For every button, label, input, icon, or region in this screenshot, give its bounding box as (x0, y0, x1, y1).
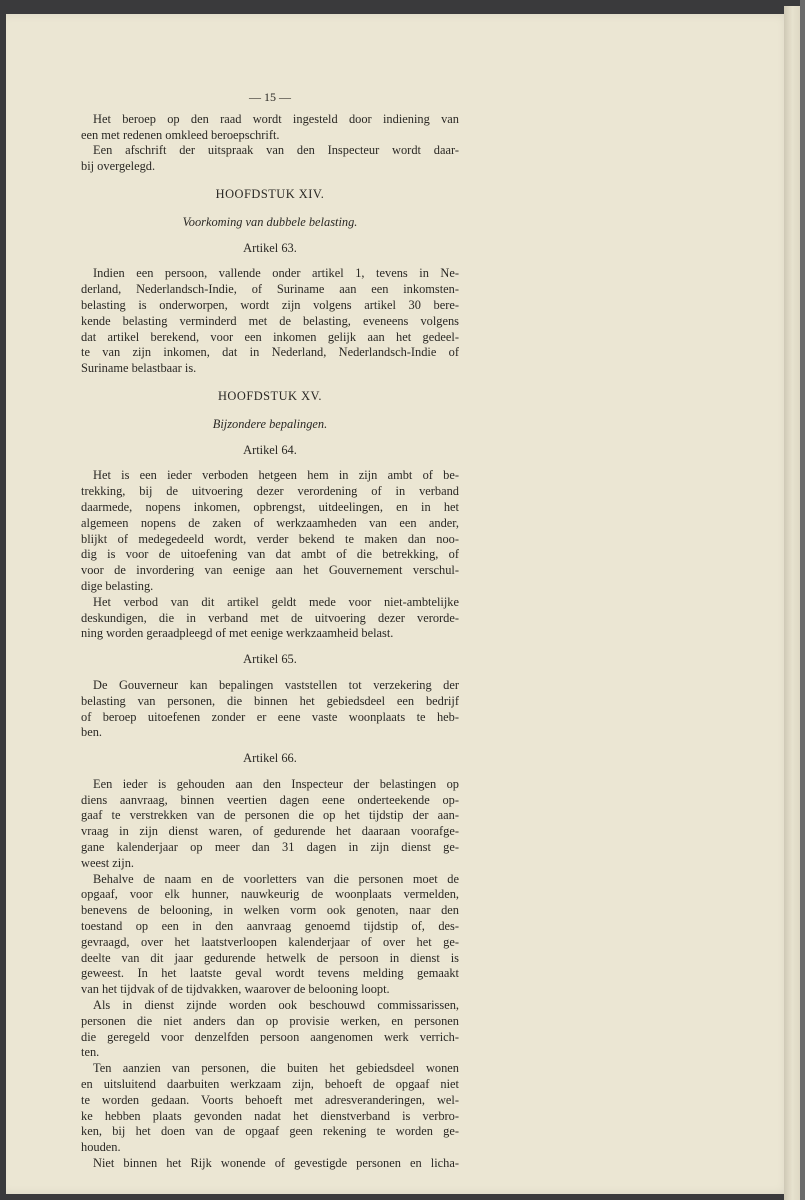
article-heading: Artikel 63. (243, 240, 297, 255)
paragraph (81, 1156, 459, 1172)
text-line: vraag in zijn dienst waren, of gedurende het daaraan voorafge- (81, 824, 459, 839)
chapter-subtitle: Bijzondere bepalingen. (212, 416, 328, 431)
text-line: Ten aanzien van personen, die buiten het gebiedsdeel wonen (93, 1061, 459, 1076)
text-line: belasting is onderworpen, wordt zijn volgens artikel 30 bere- (81, 297, 459, 312)
text-line: een met redenen omkleed beroepschrift. (81, 127, 280, 142)
paragraph (81, 468, 459, 594)
text-line: Indien een persoon, vallende onder artikel 1, tevens in Ne- (93, 266, 459, 281)
text-line: Het beroep op den raad wordt ingesteld door indiening van (93, 111, 459, 126)
text-line: ke hebben plaats gevonden nadat het dienstverband is verbro- (81, 1108, 459, 1123)
text-line: ken, bij het doen van de opgaaf geen rekening te worden ge- (81, 1124, 459, 1139)
text-line: algemeen nopens de zaken of werkzaamheden van een ander, (81, 515, 459, 530)
scan-border (800, 0, 805, 1200)
paragraph (81, 872, 459, 998)
paragraph (81, 678, 459, 741)
text-line: trekking, bij de uitvoering dezer verordening of in verband (81, 484, 459, 499)
text-line: ten. (81, 1045, 100, 1060)
page-text (81, 90, 459, 1172)
text-line: opgaaf, voor elk hunner, nauwkeurig de woonplaats vermelden, (81, 887, 459, 902)
text-line: deelte van dit jaar gedurende hetwelk de persoon in dienst is (81, 950, 459, 965)
text-line: Behalve de naam en de voorletters van die personen moet de (93, 871, 459, 886)
text-line: diens aanvraag, binnen veertien dagen eene onderteekende op- (81, 792, 459, 807)
text-line: daarmede, nopens inkomen, opbrengst, uitdeelingen, en in het (81, 499, 459, 514)
text-line: benevens de belooning, in welken vorm ook genoten, naar den (81, 903, 459, 918)
page-number: — 15 — (249, 90, 291, 104)
text-line: geweest. In het laatste geval wordt tevens melding gemaakt (81, 966, 459, 981)
text-line: kende belasting verminderd met de belasting, eveneens volgens (81, 313, 459, 328)
text-line: Suriname belastbaar is. (81, 361, 197, 376)
text-line: houden. (81, 1140, 121, 1155)
text-line: te worden gedaan. Voorts behoeft met adresveranderingen, wel- (81, 1092, 459, 1107)
text-line: gane kalenderjaar op meer dan 31 dagen in zijn dienst ge- (81, 840, 459, 855)
paragraph (81, 777, 459, 872)
text-line: belasting van personen, die binnen het gebiedsdeel een bedrijf (81, 693, 459, 708)
chapter-heading: HOOFDSTUK XIV. (215, 186, 325, 201)
chapter-heading: HOOFDSTUK XV. (217, 388, 323, 403)
text-line: derland, Nederlandsch-Indie, of Suriname aan een inkomsten- (81, 282, 459, 297)
paragraph (81, 595, 459, 642)
text-line: ben. (81, 725, 102, 740)
text-line: Een afschrift der uitspraak van den Inspecteur wordt daar- (93, 143, 459, 158)
text-line: deskundigen, die in verband met de uitvoering dezer verorde- (81, 610, 459, 625)
paragraph (81, 112, 459, 144)
article-heading: Artikel 65. (243, 652, 297, 667)
text-line: De Gouverneur kan bepalingen vaststellen tot verzekering der (93, 677, 459, 692)
paragraph (81, 998, 459, 1061)
text-line: blijkt of medegedeeld wordt, verder bekend te maken dan noo- (81, 531, 459, 546)
text-line: of beroep uitoefenen zonder er eene vaste woonplaats te heb- (81, 709, 459, 724)
text-line: Een ieder is gehouden aan den Inspecteur der belastingen op (93, 776, 459, 791)
text-line: weest zijn. (81, 855, 134, 870)
text-line: van het tijdvak of de tijdvakken, waarover de belooning loopt. (81, 982, 390, 997)
text-line: toestand op een in den aanvraag genoemd tijdstip of, des- (81, 919, 459, 934)
text-line: bij overgelegd. (81, 159, 156, 174)
paragraph (81, 143, 459, 175)
text-line: en uitsluitend daarbuiten werkzaam zijn, behoeft de opgaaf niet (81, 1077, 459, 1092)
text-line: gevraagd, over het laatstverloopen kalenderjaar of over het ge- (81, 934, 459, 949)
text-line: dat artikel berekend, voor een inkomen gelijk aan het gedeel- (81, 329, 459, 344)
text-line: Het verbod van dit artikel geldt mede voor niet-ambtelijke (93, 594, 459, 609)
paragraph (81, 266, 459, 377)
paragraph (81, 1061, 459, 1156)
text-line: te van zijn inkomen, dat in Nederland, Nederlandsch-Indie of (81, 345, 459, 360)
text-line: gaaf te verstrekken van de personen die op het tijdstip der aan- (81, 808, 459, 823)
text-line: personen die niet anders dan op provisie werken, en personen (81, 1013, 459, 1028)
chapter-subtitle: Voorkoming van dubbele belasting. (182, 214, 358, 229)
article-heading: Artikel 66. (243, 751, 297, 766)
text-line: Als in dienst zijnde worden ook beschouwd commissarissen, (93, 998, 459, 1013)
text-line: dig is voor de uitoefening van dat ambt of die betrekking, of (81, 547, 459, 562)
text-line: voor de invordering van eenige aan het Gouvernement verschul- (81, 563, 459, 578)
text-line: ning worden geraadpleegd of met eenige werkzaamheid belast. (81, 626, 394, 641)
text-line: die geregeld voor denzelfden persoon aangenomen werk verrich- (81, 1029, 459, 1044)
article-heading: Artikel 64. (243, 442, 297, 457)
text-line: Niet binnen het Rijk wonende of gevestigde personen en licha- (93, 1156, 459, 1171)
text-line: dige belasting. (81, 578, 154, 593)
text-line: Het is een ieder verboden hetgeen hem in zijn ambt of be- (93, 468, 459, 483)
